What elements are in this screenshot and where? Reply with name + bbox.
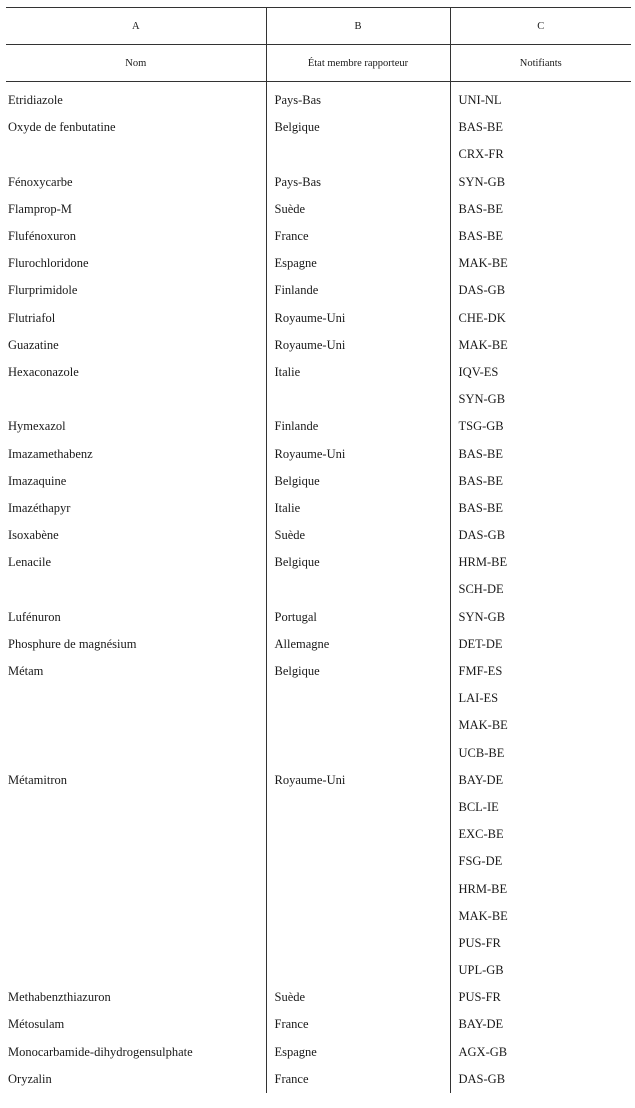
table-row [6,685,631,712]
substance-name: Flamprop-M [8,201,72,216]
table-row [6,1011,631,1038]
rapporteur-state: Belgique [266,114,450,141]
rapporteur-state: Belgique [266,658,450,685]
substance-name: Methabenzthiazuron [8,990,111,1005]
table-row [6,495,631,522]
notifier-code: HRM-BE [450,549,631,576]
notifier-code: SCH-DE [450,576,631,603]
notifier-code: LAI-ES [450,685,631,712]
substance-name: Etridiazole [8,93,63,108]
substance-name [6,930,266,957]
notifier-code: BAS-BE [450,196,631,223]
rapporteur-state: Pays-Bas [266,87,450,114]
substance-name: Métamitron [8,772,68,787]
rapporteur-state [266,957,450,984]
rapporteur-state: Italie [266,359,450,386]
rapporteur-state [266,141,450,168]
notifier-code: BAS-BE [450,114,631,141]
rapporteur-state: Royaume-Uni [266,332,450,359]
notifier-code: SYN-GB [450,386,631,413]
notifier-code: SYN-GB [450,169,631,196]
notifier-code: UCB-BE [450,740,631,767]
table-row [6,848,631,875]
table-row [6,549,631,576]
notifier-code: FSG-DE [450,848,631,875]
substance-name [6,821,266,848]
rapporteur-state [266,794,450,821]
table-row [6,141,631,168]
rapporteur-state [266,875,450,902]
substance-name: Monocarbamide-dihydrogensulphate [8,1044,193,1059]
table-row [6,604,631,631]
substance-name: Flurochloridone [8,256,89,271]
substance-name [6,576,266,603]
rapporteur-state: France [266,1011,450,1038]
column-title-name: Nom [6,45,266,82]
table-row [6,440,631,467]
column-title-state: État membre rapporteur [266,45,450,82]
table-row [6,196,631,223]
rapporteur-state: Espagne [266,250,450,277]
notifier-code: BAS-BE [450,223,631,250]
rapporteur-state: Allemagne [266,631,450,658]
rapporteur-state: Pays-Bas [266,169,450,196]
rapporteur-state [266,740,450,767]
notifier-code: IQV-ES [450,359,631,386]
substance-name: Hymexazol [8,419,66,434]
notifier-code: EXC-BE [450,821,631,848]
rapporteur-state: Finlande [266,277,450,304]
substance-name: Lufénuron [8,609,61,624]
notifier-code: TSG-GB [450,413,631,440]
notifier-code: BCL-IE [450,794,631,821]
rapporteur-state: Belgique [266,549,450,576]
notifier-code: BAS-BE [450,468,631,495]
substance-name [6,712,266,739]
notifier-code: AGX-GB [450,1039,631,1066]
table-row [6,223,631,250]
notifier-code: MAK-BE [450,903,631,930]
substance-name: Phosphure de magnésium [8,636,137,651]
table-row [6,658,631,685]
column-letter-c: C [450,8,631,45]
table-row [6,631,631,658]
rapporteur-state [266,848,450,875]
rapporteur-state: France [266,223,450,250]
notifier-code: BAY-DE [450,767,631,794]
notifier-code: DAS-GB [450,277,631,304]
notifier-code: MAK-BE [450,250,631,277]
notifier-code: HRM-BE [450,875,631,902]
substance-name [6,957,266,984]
notifier-code: MAK-BE [450,332,631,359]
table-row [6,1066,631,1093]
substance-name: Guazatine [8,337,59,352]
substance-name: Oryzalin [8,1071,52,1086]
notifier-code: BAS-BE [450,495,631,522]
substance-name [6,875,266,902]
notifier-code: BAS-BE [450,440,631,467]
notifier-code: UNI-NL [450,87,631,114]
table-row [6,114,631,141]
notifier-code: MAK-BE [450,712,631,739]
column-letter-b: B [266,8,450,45]
table-row [6,712,631,739]
substance-name: Isoxabène [8,528,59,543]
rapporteur-state: Finlande [266,413,450,440]
rapporteur-state [266,930,450,957]
substance-name: Flurprimidole [8,283,78,298]
rapporteur-state: Royaume-Uni [266,305,450,332]
substance-name [6,794,266,821]
substance-name [6,386,266,413]
table-row [6,930,631,957]
table-row [6,821,631,848]
table-row [6,87,631,114]
substance-name: Flutriafol [8,310,56,325]
rapporteur-state: Portugal [266,604,450,631]
notifier-code: DET-DE [450,631,631,658]
table-row [6,468,631,495]
table-row [6,767,631,794]
substance-name [6,740,266,767]
table-row [6,359,631,386]
substance-name: Flufénoxuron [8,229,77,244]
rapporteur-state: Belgique [266,468,450,495]
rapporteur-state [266,712,450,739]
rapporteur-state: Espagne [266,1039,450,1066]
notifier-code: DAS-GB [450,522,631,549]
substance-name [6,848,266,875]
notifier-code: PUS-FR [450,930,631,957]
table-row [6,250,631,277]
rapporteur-state: Royaume-Uni [266,440,450,467]
column-title-row [6,45,631,82]
table-row [6,740,631,767]
table-row [6,332,631,359]
notifier-code: CRX-FR [450,141,631,168]
notifier-code: DAS-GB [450,1066,631,1093]
substance-name: Imazamethabenz [8,446,93,461]
table-row [6,794,631,821]
notifier-code: BAY-DE [450,1011,631,1038]
notifier-code: PUS-FR [450,984,631,1011]
rapporteur-state: Italie [266,495,450,522]
rapporteur-state [266,576,450,603]
notifier-code: FMF-ES [450,658,631,685]
substance-name: Hexaconazole [8,364,79,379]
substance-name: Métosulam [8,1017,65,1032]
rapporteur-state [266,685,450,712]
table-row [6,875,631,902]
notifier-code: UPL-GB [450,957,631,984]
table-row [6,903,631,930]
rapporteur-state: France [266,1066,450,1093]
substance-name [6,903,266,930]
table-row [6,576,631,603]
substances-table [6,7,631,1093]
substance-name: Imazéthapyr [8,500,71,515]
rapporteur-state: Suède [266,984,450,1011]
rapporteur-state [266,903,450,930]
table-row [6,386,631,413]
rapporteur-state: Suède [266,196,450,223]
substance-name: Fénoxycarbe [8,174,73,189]
table-row [6,1039,631,1066]
substance-name: Imazaquine [8,473,67,488]
table-row [6,984,631,1011]
rapporteur-state [266,386,450,413]
column-letter-row [6,8,631,45]
table-row [6,169,631,196]
rapporteur-state: Royaume-Uni [266,767,450,794]
table-row [6,413,631,440]
rapporteur-state [266,821,450,848]
notifier-code: SYN-GB [450,604,631,631]
substance-name [6,685,266,712]
table-row [6,957,631,984]
table-row [6,522,631,549]
substance-name: Oxyde de fenbutatine [8,120,116,135]
substance-name [6,141,266,168]
table-row [6,277,631,304]
notifier-code: CHE-DK [450,305,631,332]
column-letter-a: A [6,8,266,45]
column-title-notifiers: Notifiants [450,45,631,82]
table-body [6,82,631,1093]
rapporteur-state: Suède [266,522,450,549]
table-row [6,305,631,332]
substance-name: Métam [8,664,44,679]
substance-name: Lenacile [8,555,52,570]
